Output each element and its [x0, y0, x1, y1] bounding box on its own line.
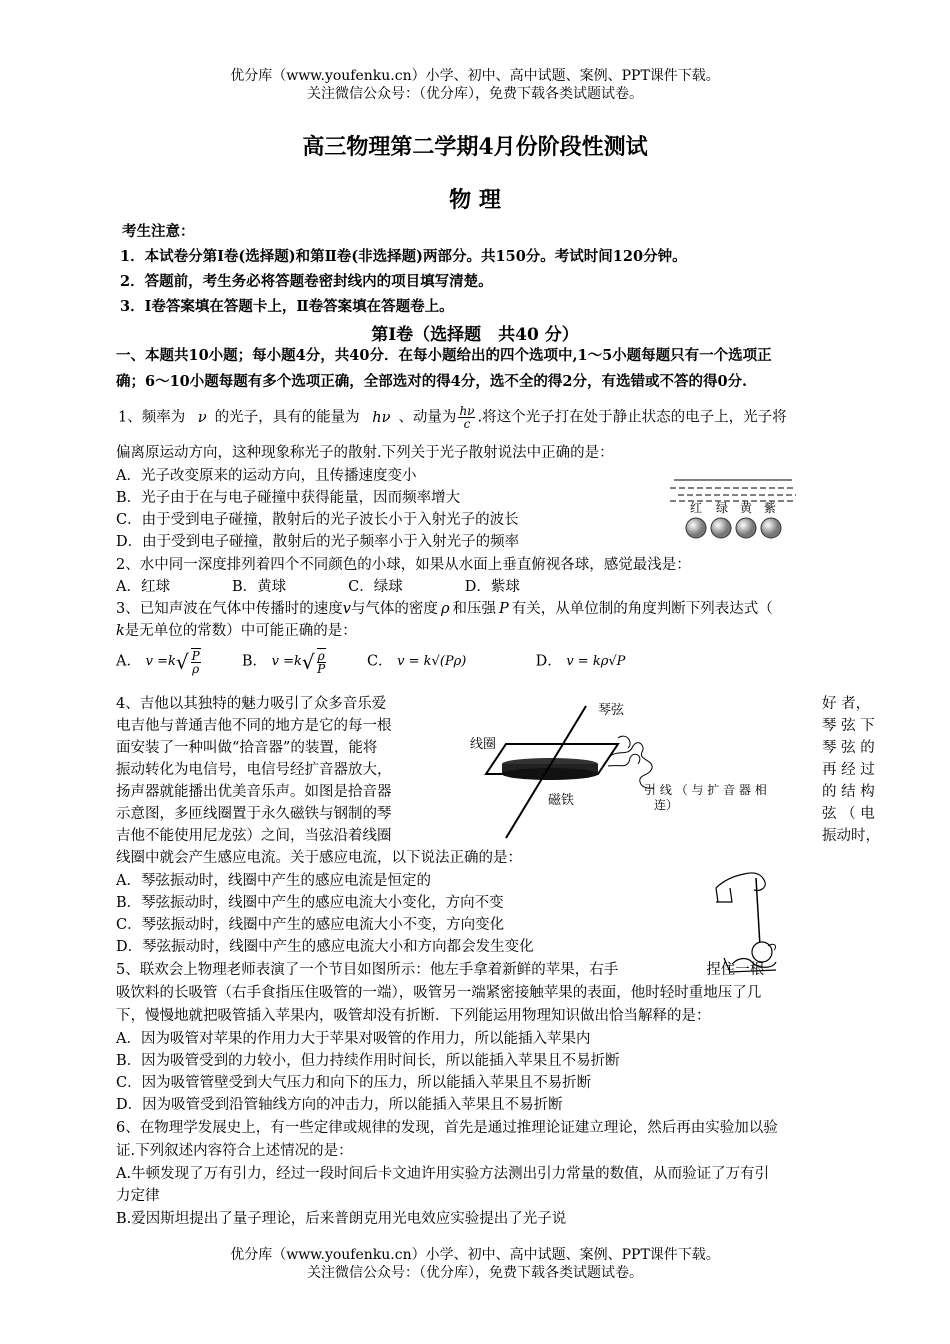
ball-label: 绿 — [716, 501, 729, 515]
q5-stem: 5、联欢会上物理老师表演了一个节目如图所示：他左手拿着新鲜的苹果，右手 捏住一根 — [116, 962, 765, 978]
q4-text: 振动转化为电信号，电信号经扩音器放大， — [116, 762, 392, 778]
q3-options: A． v =k√ $\frac{P}{\rho}$ B． v =k√ $\frac{\rho}{P}$ C． v = k√(Pρ) D． v = kρ√P — [116, 649, 626, 676]
q1-stem: 1、频率为 ν 的光子，具有的能量为 hν 、动量为 $\frac{h\nu}{c}$ .将这个光子打在处于静止状态的电子上，光子将 — [118, 404, 787, 431]
section-title: 第Ⅰ卷（选择题 共40 分） — [371, 325, 579, 345]
q1-momentum-fraction: $\frac{h\nu}{c}$ — [459, 404, 475, 431]
notice-item: 2．答题前，考生务必将答题卷密封线内的项目填写清楚。 — [120, 273, 493, 290]
q2-stem: 2、水中同一深度排列着四个不同颜色的小球，如果从水面上垂直俯视各球，感觉最浅是： — [116, 557, 691, 573]
footer-line-1: 优分库（www.youfenku.cn）小学、初中、高中试题、案例、PPT课件下载。 — [230, 1247, 720, 1263]
ball-label: 红 — [690, 501, 703, 515]
lead-label: 引 线 （ 与 扩 音 器 相 — [644, 783, 767, 797]
notice-item: 3．Ⅰ卷答案填在答题卡上，Ⅱ卷答案填在答题卷上。 — [120, 298, 454, 315]
q6-option: B.爱因斯坦提出了量子理论，后来普朗克用光电效应实验提出了光子说 — [116, 1211, 567, 1227]
notice-item: 1．本试卷分第Ⅰ卷(选择题)和第Ⅱ卷(非选择题)两部分。共150分。考试时间120分钟。 — [120, 248, 687, 265]
q4-text-right: 好 者， — [822, 696, 871, 712]
q4-text-right: 弦 （ 电 — [822, 806, 875, 822]
q4-option: D．琴弦振动时，线圈中产生的感应电流大小和方向都会发生变化 — [116, 939, 534, 955]
ball-label: 黄 — [740, 501, 753, 515]
q1-option: C．由于受到电子碰撞，散射后的光子波长小于入射光子的波长 — [116, 512, 519, 528]
lead-label: 连） — [654, 798, 679, 812]
q1-option: B．光子由于在与电子碰撞中获得能量，因而频率增大 — [116, 490, 461, 506]
yellow-ball — [736, 518, 756, 538]
q4-text-right: 再 经 过 — [822, 762, 875, 778]
q4-option: B．琴弦振动时，线圈中产生的感应电流大小变化，方向不变 — [116, 895, 504, 911]
q5-stem: 吸饮料的长吸管（右手食指压住吸管的一端），吸管另一端紧密接触苹果的表面，他时轻时重地压了几 — [116, 985, 762, 1001]
q4-text-right: 的 结 构 — [822, 784, 875, 800]
q5-stem: 下，慢慢地就把吸管插入苹果内，吸管却没有折断．下列能运用物理知识做出恰当解释的是： — [116, 1008, 711, 1024]
section-intro: 一、本题共10小题；每小题4分，共40分．在每小题给出的四个选项中,1～5小题每题只有一个选项正 — [116, 347, 772, 364]
subject-title: 物 理 — [449, 187, 501, 213]
q5-option: C．因为吸管管壁受到大气压力和向下的压力，所以能插入苹果且不易折断 — [116, 1075, 592, 1091]
header-line-2: 关注微信公众号：（优分库），免费下载各类试题试卷。 — [307, 86, 643, 102]
q2-options: A．红球 B．黄球 C．绿球 D．紫球 — [116, 579, 520, 595]
q4-text: 吉他不能使用尼龙弦）之间，当弦沿着线圈 — [116, 828, 392, 844]
q5-option: A．因为吸管对苹果的作用力大于苹果对吸管的作用力，所以能插入苹果内 — [116, 1031, 591, 1047]
q1-option: A．光子改变原来的运动方向，且传播速度变小 — [116, 468, 417, 484]
notice-heading: 考生注意： — [122, 223, 195, 240]
q4-text: 4、吉他以其独特的魅力吸引了众多音乐爱 — [116, 696, 387, 712]
q4-text: 电吉他与普通吉他不同的地方是它的每一根 — [116, 718, 392, 734]
section-intro: 确；6～10小题每题有多个选项正确，全部选对的得4分，选不全的得2分，有选错或不答的得0分. — [116, 373, 748, 390]
q6-option: A.牛顿发现了万有引力，经过一段时间后卡文迪许用实验方法测出引力常量的数值，从而验证了万有引 — [116, 1166, 770, 1182]
q1-stem-line2: 偏离原运动方向，这种现象称光子的散射.下列关于光子散射说法中正确的是： — [116, 445, 614, 461]
exam-title: 高三物理第二学期4月份阶段性测试 — [302, 134, 648, 160]
string-label: 琴弦 — [598, 703, 625, 718]
footer-line-2: 关注微信公众号：（优分库），免费下载各类试题试卷。 — [307, 1265, 643, 1281]
q5-option: D．因为吸管受到沿管轴线方向的冲击力，所以能插入苹果且不易折断 — [116, 1097, 563, 1113]
header-line-1: 优分库（www.youfenku.cn）小学、初中、高中试题、案例、PPT课件下载。 — [230, 68, 720, 84]
q6-stem: 证.下列叙述内容符合上述情况的是： — [116, 1143, 353, 1159]
q4-option: A．琴弦振动时，线圈中产生的感应电流是恒定的 — [116, 873, 431, 889]
q6-option: 力定律 — [116, 1188, 160, 1204]
q4-text: 面安装了一种叫做“拾音器”的装置，能将 — [116, 740, 378, 756]
q1-option: D．由于受到电子碰撞，散射后的光子频率小于入射光子的频率 — [116, 534, 520, 550]
pickup-diagram — [468, 698, 808, 846]
q4-text-right: 琴 弦 的 — [822, 740, 875, 756]
q3-stem: 3、已知声波在气体中传播时的速度v与气体的密度 ρ 和压强 P 有关，从单位制的角度判断下列表达式（ — [116, 601, 773, 617]
magnet-label: 磁铁 — [548, 793, 575, 808]
q4-text-right: 琴 弦 下 — [822, 718, 875, 734]
q6-stem: 6、在物理学发展史上，有一些定律或规律的发现，首先是通过推理论证建立理论，然后再由实验加以验 — [116, 1120, 778, 1136]
q4-text: 扬声器就能播出优美音乐声。如图是拾音器 — [116, 784, 392, 800]
q4-text: 示意图，多匝线圈置于永久磁铁与钢制的琴 — [116, 806, 392, 822]
coil-label: 线圈 — [470, 737, 497, 752]
green-ball — [711, 518, 731, 538]
purple-ball — [761, 518, 781, 538]
q3-stem-line2: k是无单位的常数）中可能正确的是： — [116, 623, 357, 639]
balls-in-water-figure — [668, 475, 798, 545]
q4-text-right: 振动时， — [822, 828, 880, 844]
ball-label: 紫 — [764, 501, 777, 515]
q5-option: B．因为吸管受到的力较小，但力持续作用时间长，所以能插入苹果且不易折断 — [116, 1053, 620, 1069]
q4-option: C．琴弦振动时，线圈中产生的感应电流大小不变，方向变化 — [116, 917, 505, 933]
q4-stem-end: 线圈中就会产生感应电流。关于感应电流，以下说法正确的是： — [116, 850, 522, 866]
red-ball — [686, 518, 706, 538]
